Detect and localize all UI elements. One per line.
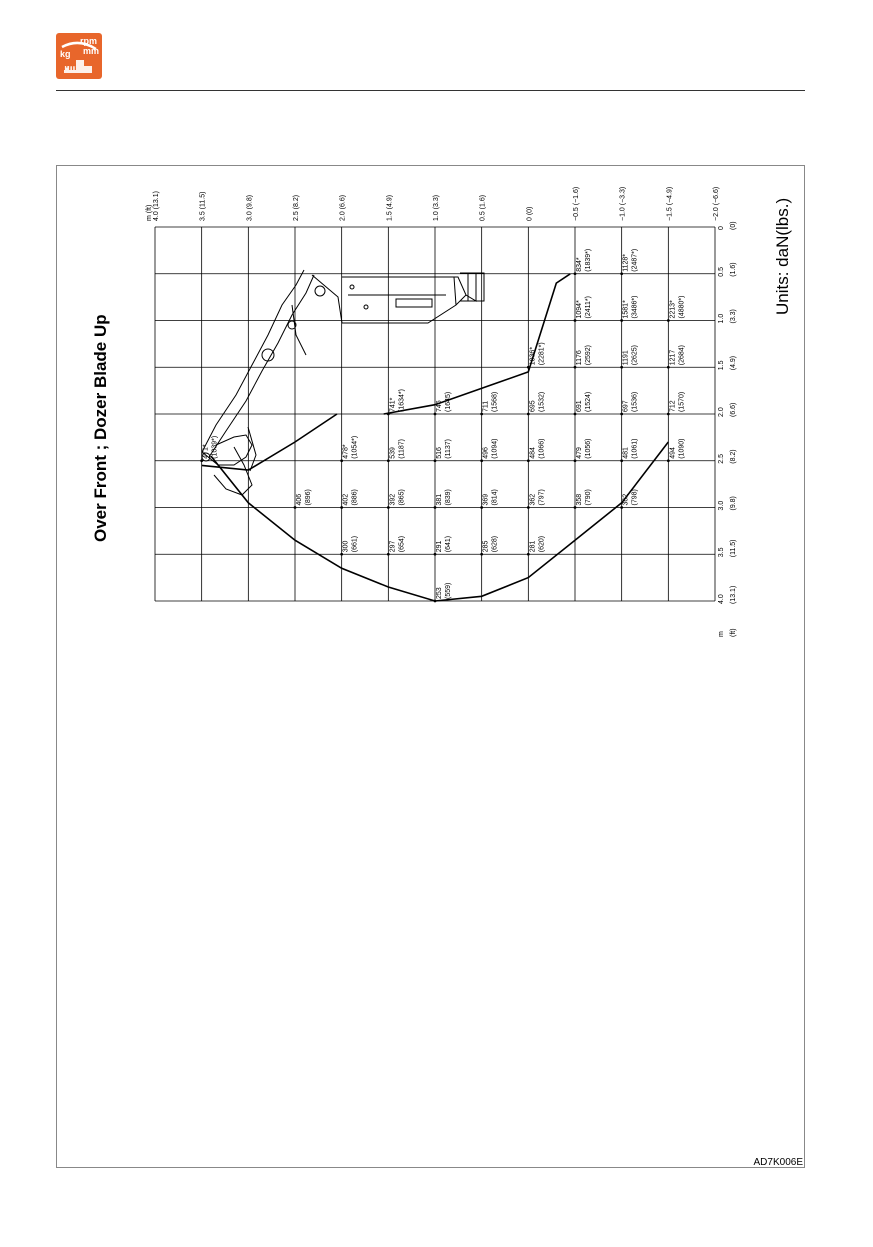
capacity-value: 712 (1570)	[669, 391, 686, 412]
radius-axis	[718, 221, 737, 604]
radius-tick-label: 2.5 (8.2)	[718, 449, 737, 464]
capacity-value: 2213* (4880*)	[669, 295, 686, 319]
height-axis	[153, 187, 720, 221]
capacity-value: 358 (790)	[576, 489, 592, 506]
drawing-code: AD7K006E	[753, 1157, 803, 1168]
capacity-value: 478* (1054*)	[342, 435, 359, 459]
height-tick-label: 2.5 (8.2)	[293, 194, 300, 221]
capacity-point	[387, 506, 390, 509]
capacity-value: 253 (559)	[436, 582, 452, 599]
capacity-value: 741* (1634*)	[389, 389, 406, 412]
radius-tick-label: 0.5 (1.6)	[718, 262, 737, 277]
height-tick-label: 2.0 (6.6)	[339, 194, 347, 221]
excavator-outline	[202, 270, 484, 495]
capacity-value: 1036* (2281*)	[529, 342, 546, 366]
capacity-point	[480, 553, 483, 556]
height-tick-label: −1.0 (−3.3)	[619, 186, 627, 221]
capacity-point	[434, 506, 437, 509]
capacity-value: 381 (839)	[436, 489, 452, 506]
logo-text-nm: N·m	[59, 62, 77, 72]
capacity-value: 1191 (2625)	[622, 345, 639, 366]
capacity-value: 1094* (2411*)	[576, 296, 592, 319]
radius-tick-label: 0 (0)	[718, 221, 737, 230]
radius-tick-label: 2.0 (6.6)	[718, 402, 737, 417]
capacity-point	[340, 553, 343, 556]
height-tick-label: 1.0 (3.3)	[433, 194, 440, 221]
height-tick-label: 4.0 (13.1)	[153, 191, 160, 221]
height-tick-label: 3.5 (11.5)	[199, 191, 207, 221]
radius-unit-ft: (ft)	[730, 628, 737, 637]
capacity-point	[527, 553, 530, 556]
capacity-point	[620, 459, 623, 462]
capacity-value: 1176 (2592)	[576, 345, 592, 366]
capacity-point	[340, 459, 343, 462]
capacity-point	[667, 319, 670, 322]
capacity-point	[527, 413, 530, 416]
radius-tick-label: 4.0 (13.1)	[718, 585, 737, 604]
capacity-value: 369 (814)	[482, 489, 499, 506]
capacity-value: 697 (1536)	[622, 391, 639, 412]
capacity-value: 479 (1056)	[576, 438, 592, 459]
logo-text-rpm: rpm	[80, 36, 98, 46]
chart-title: Over Front ; Dozer Blade Up	[91, 314, 110, 542]
capacity-value: 362 (798)	[622, 489, 639, 506]
capacity-values	[200, 249, 685, 603]
height-tick-label: −0.5 (−1.6)	[573, 186, 580, 221]
header-rule	[56, 90, 805, 91]
capacity-value: 484 (1066)	[529, 438, 546, 459]
capacity-point	[620, 506, 623, 509]
capacity-point	[480, 413, 483, 416]
capacity-value: 300 (661)	[342, 535, 359, 553]
capacity-point	[574, 272, 577, 275]
capacity-point	[434, 600, 437, 603]
capacity-value: 494 (1090)	[669, 438, 686, 459]
capacity-point	[480, 459, 483, 462]
capacity-value: 392 (865)	[389, 489, 406, 506]
capacity-value: 1581* (3486*)	[622, 295, 639, 319]
height-tick-label: −1.5 (−4.9)	[666, 186, 674, 221]
capacity-point	[527, 459, 530, 462]
height-axis-unit: m (ft)	[146, 204, 153, 221]
height-tick-label: 1.5 (4.9)	[386, 194, 394, 221]
radius-tick-label: 3.0 (9.8)	[718, 496, 737, 511]
radius-tick-label: 3.5 (11.5)	[718, 539, 737, 558]
capacity-value: 746 (1645)	[436, 391, 452, 412]
load-chart	[56, 165, 805, 1168]
capacity-point	[574, 319, 577, 322]
capacity-point	[574, 366, 577, 369]
height-tick-label: 0.5 (1.6)	[479, 194, 487, 221]
capacity-point	[527, 506, 530, 509]
capacity-value: 496 (1094)	[482, 438, 499, 459]
capacity-value: 362 (797)	[529, 489, 546, 506]
capacity-point	[387, 413, 390, 416]
radius-tick-label: 1.5 (4.9)	[718, 355, 737, 371]
capacity-point	[574, 459, 577, 462]
capacity-value: 516 (1137)	[436, 439, 452, 459]
capacity-value: 481 (1061)	[622, 438, 639, 459]
capacity-point	[340, 506, 343, 509]
capacity-value: 291 (641)	[436, 535, 452, 553]
capacity-point	[480, 506, 483, 509]
capacity-point	[434, 553, 437, 556]
height-tick-label: 3.0 (9.8)	[246, 194, 254, 221]
height-tick-label: −2.0 (−6.6)	[713, 186, 720, 221]
capacity-point	[200, 459, 203, 462]
capacity-value: 285 (628)	[482, 535, 499, 553]
capacity-point	[667, 366, 670, 369]
capacity-value: 1128* (2487*)	[622, 248, 639, 272]
capacity-point	[294, 506, 297, 509]
logo-text-mm: mm	[83, 46, 100, 56]
capacity-point	[667, 459, 670, 462]
capacity-value: 695 (1532)	[529, 391, 546, 412]
capacity-point	[574, 413, 577, 416]
units-label: Units: daN(lbs.)	[773, 197, 792, 315]
capacity-point	[620, 319, 623, 322]
capacity-point	[620, 272, 623, 275]
capacity-value: 1217 (2684)	[669, 345, 686, 366]
capacity-point	[434, 459, 437, 462]
radius-axis-unit	[718, 628, 737, 637]
radius-tick-label: 1.0 (3.3)	[718, 309, 737, 324]
capacity-value: 281 (620)	[529, 535, 546, 553]
outer-reach-curve	[211, 442, 668, 601]
capacity-value: 691 (1524)	[576, 391, 592, 412]
capacity-point	[387, 553, 390, 556]
capacity-value: 297 (654)	[389, 535, 406, 553]
logo-text-kg: kg	[60, 49, 71, 59]
capacity-point	[527, 366, 530, 369]
capacity-point	[434, 413, 437, 416]
capacity-point	[667, 413, 670, 416]
capacity-value: 406 (896)	[296, 489, 312, 506]
capacity-point	[387, 459, 390, 462]
capacity-value: 834* (1839*)	[576, 248, 592, 272]
capacity-value: 539 (1187)	[389, 439, 406, 459]
capacity-point	[574, 506, 577, 509]
capacity-value: 711 (1568)	[482, 391, 499, 412]
capacity-value: 402 (886)	[342, 489, 359, 506]
height-tick-label: 0 (0)	[526, 206, 534, 221]
capacity-value: 471* (1039*)	[202, 435, 219, 459]
capacity-point	[620, 366, 623, 369]
lifting-capacity-logo-icon	[56, 33, 102, 79]
radius-unit-m: m	[718, 631, 725, 637]
capacity-point	[620, 413, 623, 416]
